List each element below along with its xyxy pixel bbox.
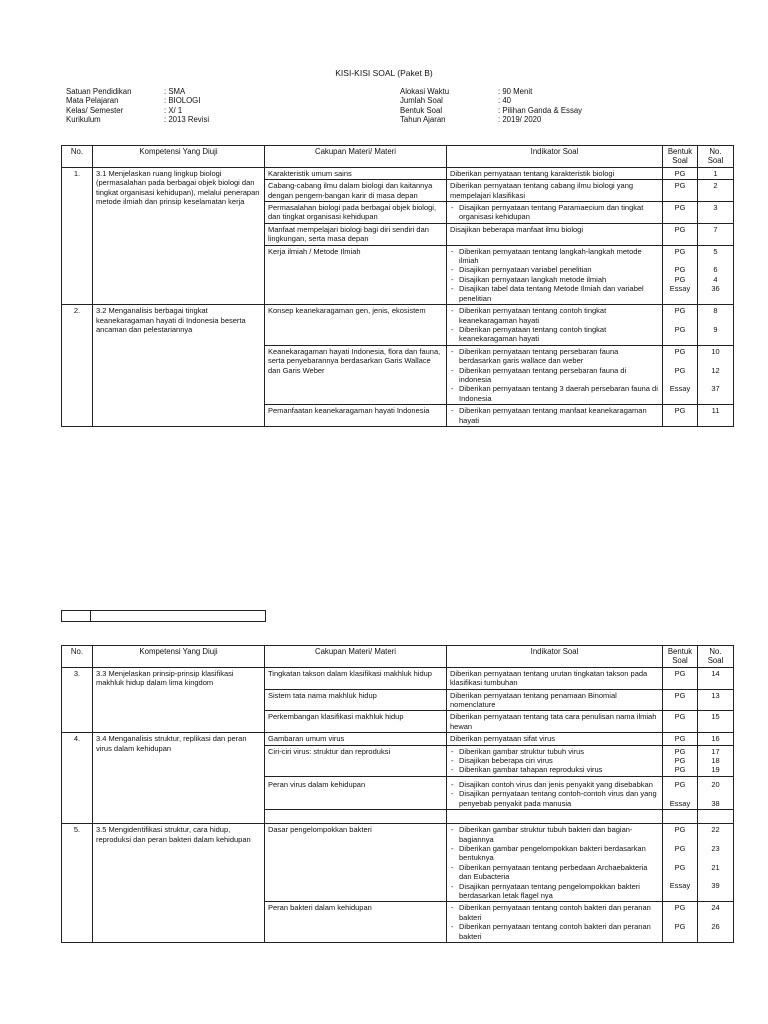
bentuk-value: Essay [669, 881, 691, 891]
no-soal-value: 36 [711, 284, 720, 294]
materi-cell: Perkembangan klasifikasi makhluk hidup [265, 711, 447, 733]
bentuk-value: PG [674, 825, 686, 835]
indikator-item: - Diberikan pernyataan tentang manfaat keanekaragaman hayati [450, 406, 659, 425]
meta-label: Mata Pelajaran [66, 96, 119, 106]
header-bentuk: Bentuk Soal [663, 646, 698, 668]
bentuk-value: Essay [669, 798, 691, 808]
materi-cell: Kerja ilmiah / Metode Ilmiah [265, 245, 447, 304]
no-soal-value: 4 [713, 274, 718, 284]
document-title: KISI-KISI SOAL (Paket B) [335, 68, 433, 78]
bentuk-value: PG [674, 765, 686, 775]
no-soal-cell [698, 305, 734, 346]
no-soal-cell [698, 902, 734, 943]
indikator-cell: Diberikan pernyataan tentang penamaan Binomial nomenclature [447, 689, 663, 711]
row-number: 3. [62, 667, 93, 732]
indikator-item: - Diberikan pernyataan tentang persebaran fauna berdasarkan garis wallace dan weber [450, 347, 659, 366]
no-soal-value: 20 [711, 779, 720, 789]
indikator-item: - Disajikan tabel data tentang Metode Ilmiah dan variabel penelitian [450, 284, 659, 303]
materi-cell: Permasalahan biologi pada berbagai objek biologi, dan tingkat organisasi kehidupan [265, 202, 447, 224]
kompetensi-cell: 3.5 Mengidentifikasi struktur, cara hidup, reproduksi dan peran bakteri dalam kehidupan [93, 824, 265, 943]
indikator-item: - Disajikan beberapa ciri virus [450, 756, 659, 765]
indikator-item: - Disajikan contoh virus dan jenis penyakit yang disebabkan [450, 780, 659, 789]
bentuk-cell: PG [663, 667, 698, 689]
indikator-cell: Diberikan pernyataan tentang cabang ilmu biologi yang mempelajari klasifikasi [447, 180, 663, 202]
bentuk-cell [663, 745, 698, 776]
header-indikator: Indikator Soal [447, 646, 663, 668]
bentuk-cell [663, 345, 698, 404]
materi-cell: Sistem tata nama makhluk hidup [265, 689, 447, 711]
indikator-cell [447, 902, 663, 943]
indikator-item: - Diberikan pernyataan tentang persebaran fauna di indonesia [450, 366, 659, 385]
materi-cell: Peran virus dalam kehidupan [265, 776, 447, 809]
indikator-item: - Disajikan pernyataan langkah metode ilmiah [450, 275, 659, 284]
materi-cell [265, 810, 447, 824]
indikator-item: - Diberikan gambar tahapan reproduksi virus [450, 765, 659, 774]
indikator-cell [447, 345, 663, 404]
indikator-cell: Diberikan pernyataan tentang tata cara penulisan nama ilmiah hewan [447, 711, 663, 733]
table-header-row [62, 646, 734, 668]
no-soal-cell: 16 [698, 733, 734, 745]
bentuk-value: PG [674, 306, 686, 316]
no-soal-cell: 15 [698, 711, 734, 733]
meta-value: : 90 Menit [498, 87, 533, 96]
indikator-item: - Disajikan pernyataan variabel penelitian [450, 265, 659, 274]
no-soal-value: 12 [711, 365, 720, 375]
table-row [62, 824, 734, 902]
header-no-soal: No. Soal [698, 646, 734, 668]
indikator-cell [447, 776, 663, 809]
no-soal-value: 9 [713, 324, 718, 334]
indikator-item: - Diberikan gambar pengelompokkan bakteri berdasarkan bentuknya [450, 844, 659, 863]
kompetensi-cell: 3.4 Menganalisis struktur, replikasi dan peran virus dalam kehidupan [93, 733, 265, 824]
no-soal-cell: 11 [698, 405, 734, 427]
no-soal-value: 37 [711, 384, 720, 394]
indikator-item: - Diberikan pernyataan tentang contoh tingkat keanekaragaman hayati [450, 306, 659, 325]
header-indikator: Indikator Soal [447, 146, 663, 168]
materi-cell: Peran bakteri dalam kehidupan [265, 902, 447, 943]
bentuk-value: PG [674, 746, 686, 756]
indikator-item: - Diberikan gambar struktur tubuh virus [450, 747, 659, 756]
header-kompetensi: Kompetensi Yang Diuji [93, 146, 265, 168]
meta-value: : 2019/ 2020 [498, 114, 542, 124]
bentuk-value: PG [674, 862, 686, 872]
bentuk-cell [663, 902, 698, 943]
no-soal-value: 39 [711, 881, 720, 891]
materi-cell: Cabang-cabang ilmu dalam biologi dan kaitannya dengan pengem-bangan karir di masa depan [265, 180, 447, 202]
materi-cell: Pemanfaatan keanekaragaman hayati Indonesia [265, 405, 447, 427]
header-no-soal: No. Soal [698, 146, 734, 168]
no-soal-cell: 2 [698, 180, 734, 202]
indikator-item: - Diberikan pernyataan tentang contoh tingkat keanekaragaman hayati [450, 325, 659, 344]
no-soal-value: 19 [711, 765, 720, 775]
indikator-cell [447, 745, 663, 776]
meta-label: Alokasi Waktu [400, 87, 450, 96]
materi-cell: Tingkatan takson dalam klasifikasi makhluk hidup [265, 667, 447, 689]
bentuk-cell: PG [663, 711, 698, 733]
no-soal-cell: 3 [698, 202, 734, 224]
no-soal-value: 18 [711, 756, 720, 766]
indikator-cell: Diberikan pernyataan sifat virus [447, 733, 663, 745]
header-kompetensi: Kompetensi Yang Diuji [93, 646, 265, 668]
bentuk-cell: PG [663, 202, 698, 224]
indikator-item: - Diberikan pernyataan tentang contoh bakteri dan peranan bakteri [450, 903, 659, 922]
row-number: 2. [62, 305, 93, 427]
indikator-cell [447, 305, 663, 346]
bentuk-value: Essay [669, 284, 691, 294]
meta-value: : BIOLOGI [164, 96, 201, 106]
no-soal-cell: 13 [698, 689, 734, 711]
bentuk-value: PG [674, 903, 686, 913]
bentuk-cell: PG [663, 167, 698, 179]
bentuk-value: PG [674, 365, 686, 375]
bentuk-cell: PG [663, 733, 698, 745]
materi-cell: Karakteristik umum sains [265, 167, 447, 179]
no-soal-cell [698, 345, 734, 404]
no-soal-cell: 1 [698, 167, 734, 179]
bentuk-cell [663, 305, 698, 346]
no-soal-cell [698, 776, 734, 809]
indikator-item: - Diberikan pernyataan tentang langkah-langkah metode ilmiah [450, 247, 659, 266]
no-soal-cell [698, 245, 734, 304]
indikator-item: - Diberikan gambar struktur tubuh bakteri dan bagian-bagiannya [450, 825, 659, 844]
meta-value: : 40 [498, 96, 512, 106]
bentuk-cell [663, 245, 698, 304]
table-row [62, 167, 734, 179]
no-soal-value: 38 [711, 798, 720, 808]
header-cakupan: Cakupan Materi/ Materi [265, 146, 447, 168]
meta-label: Bentuk Soal [400, 105, 443, 115]
bentuk-cell: PG [663, 223, 698, 245]
kisi-kisi-table-1 [61, 145, 734, 427]
no-soal-value: 22 [711, 825, 720, 835]
no-soal-value: 5 [713, 246, 718, 256]
no-soal-value: 10 [711, 346, 720, 356]
no-soal-value: 23 [711, 843, 720, 853]
bentuk-value: PG [674, 274, 686, 284]
header-cakupan: Cakupan Materi/ Materi [265, 646, 447, 668]
materi-cell: Ciri-ciri virus: struktur dan reproduksi [265, 745, 447, 776]
indikator-item: - Diberikan pernyataan tentang perbedaan Archaebakteria dan Eubacteria [450, 863, 659, 882]
no-soal-value: 21 [711, 862, 720, 872]
row-number: 4. [62, 733, 93, 824]
no-soal-value: 8 [713, 306, 718, 316]
bentuk-value: PG [674, 346, 686, 356]
meta-value: : 2013 Revisi [164, 114, 210, 124]
materi-cell: Konsep keanekaragaman gen, jenis, ekosistem [265, 305, 447, 346]
no-soal-cell: 7 [698, 223, 734, 245]
bentuk-cell: PG [663, 405, 698, 427]
indikator-cell [447, 824, 663, 902]
empty-box [61, 610, 266, 622]
no-soal-value: 6 [713, 265, 718, 275]
table-row [62, 733, 734, 745]
bentuk-cell [663, 810, 698, 824]
bentuk-cell [663, 776, 698, 809]
indikator-item: - Diberikan pernyataan tentang 3 daerah persebaran fauna di Indonesia [450, 384, 659, 403]
materi-cell: Gambaran umum virus [265, 733, 447, 745]
bentuk-value: PG [674, 843, 686, 853]
kompetensi-cell: 3.1 Menjelaskan ruang lingkup biologi (permasalahan pada berbagai objek biologi dan tingkat organisasi kehidupan), melalui penerapan metode ilmiah dan prinsip keselamatan kerja [93, 167, 265, 304]
indikator-cell: Diberikan pernyataan tentang urutan tingkatan takson pada klasifikasi tumbuhan [447, 667, 663, 689]
header-no: No. [62, 146, 93, 168]
row-number: 1. [62, 167, 93, 304]
meta-value: : SMA [164, 87, 186, 96]
no-soal-value: 26 [711, 922, 720, 932]
indikator-item: - Disajikan pernyataan tentang pengelompokkan bakteri berdasarkan letak flagel nya [450, 882, 659, 901]
materi-cell: Keanekaragaman hayati Indonesia, flora dan fauna, serta penyebarannya berdasarkan Garis Wallace dan Garis Weber [265, 345, 447, 404]
bentuk-value: PG [674, 779, 686, 789]
materi-cell: Manfaat mempelajari biologi bagi diri sendiri dan lingkungan, serta masa depan [265, 223, 447, 245]
meta-left [66, 87, 209, 124]
no-soal-cell: 14 [698, 667, 734, 689]
meta-right [400, 87, 582, 124]
no-soal-cell [698, 810, 734, 824]
kompetensi-cell: 3.3 Menjelaskan prinsip-prinsip klasifikasi makhluk hidup dalam lima kingdom [93, 667, 265, 732]
kisi-kisi-table-2 [61, 645, 734, 943]
bentuk-value: PG [674, 265, 686, 275]
meta-label: Kurikulum [66, 114, 101, 124]
bentuk-value: PG [674, 324, 686, 334]
meta-label: Jumlah Soal [400, 96, 443, 106]
table-row [62, 305, 734, 346]
bentuk-cell: PG [663, 180, 698, 202]
bentuk-value: Essay [669, 384, 691, 394]
bentuk-value: PG [674, 246, 686, 256]
header-bentuk: Bentuk Soal [663, 146, 698, 168]
bentuk-value: PG [674, 922, 686, 932]
meta-value: : Pilihan Ganda & Essay [498, 105, 583, 115]
no-soal-value: 24 [711, 903, 720, 913]
bentuk-cell: PG [663, 689, 698, 711]
header-no: No. [62, 646, 93, 668]
bentuk-value: PG [674, 756, 686, 766]
meta-label: Kelas/ Semester [66, 105, 124, 115]
table-row [62, 667, 734, 689]
indikator-item: - Disajikan pernyataan tentang Paramaecium dan tingkat organisasi kehidupan [450, 203, 659, 222]
row-number: 5. [62, 824, 93, 943]
indikator-cell: Disajikan beberapa manfaat ilmu biologi [447, 223, 663, 245]
indikator-cell [447, 405, 663, 427]
no-soal-value: 17 [711, 746, 720, 756]
kompetensi-cell: 3.2 Menganalisis berbagai tingkat keanekaragaman hayati di Indonesia beserta ancaman dan pelestariannya [93, 305, 265, 427]
indikator-cell [447, 245, 663, 304]
indikator-item: - Diberikan pernyataan tentang contoh bakteri dan peranan bakteri [450, 922, 659, 941]
bentuk-cell [663, 824, 698, 902]
no-soal-cell [698, 824, 734, 902]
table-header-row [62, 146, 734, 168]
meta-label: Tahun Ajaran [400, 114, 446, 124]
indikator-cell: Diberikan pernyataan tentang karakteristik biologi [447, 167, 663, 179]
indikator-item: - Disajikan pernyataan tentang contoh-contoh virus dan yang penyebab penyakit pada manusia [450, 789, 659, 808]
materi-cell: Dasar pengelompokkan bakteri [265, 824, 447, 902]
meta-label: Satuan Pendidikan [66, 87, 132, 96]
meta-value: : X/ 1 [164, 105, 183, 115]
indikator-cell [447, 810, 663, 824]
indikator-cell [447, 202, 663, 224]
no-soal-cell [698, 745, 734, 776]
